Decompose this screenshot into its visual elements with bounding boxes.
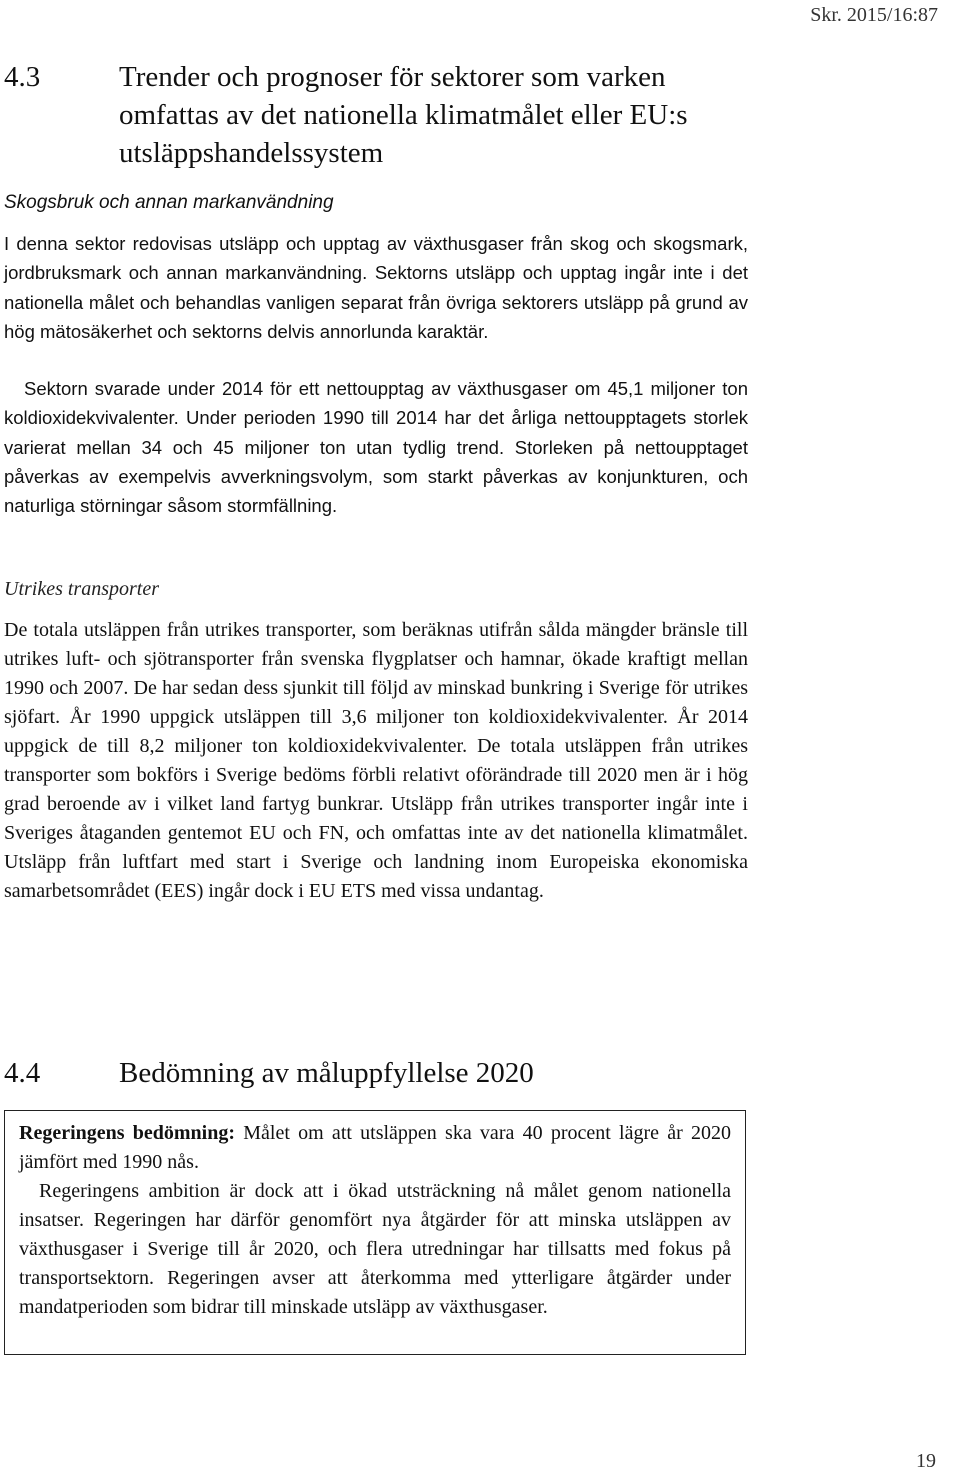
section-heading-4-4: [4, 1054, 759, 1092]
section-number: 4.3: [4, 61, 41, 93]
page-number: 19: [916, 1450, 936, 1472]
document-reference: Skr. 2015/16:87: [810, 4, 938, 26]
subheading-skogsbruk: Skogsbruk och annan markanvändning: [4, 192, 334, 213]
section-title: Trender och prognoser för sektorer som varken omfattas av det nationella klimatmålet eller EU:s utsläppshandelssystem: [119, 61, 688, 169]
assessment-paragraph-2: Regeringens ambition är dock att i ökad utsträckning nå målet genom nationella insatser. Regeringen har därför genomfört nya åtgärder för att minska utsläppen av växthusgaser i Sverige till år 2020, och flera utredningar har tillsatts med fokus på transportsektorn. Regeringen avser att återkomma med ytterligare åtgärder under mandatperioden som bidrar till minskade utsläpp av växthusgaser.: [19, 1180, 731, 1318]
assessment-paragraph-1: [19, 1119, 731, 1177]
paragraph-skogsbruk-2: Sektorn svarade under 2014 för ett nettoupptag av växthusgaser om 45,1 miljoner ton koldioxidekvivalenter. Under perioden 1990 till 2014 har det årliga nettoupptagets storlek varierat mellan 34 och 45 miljoner ton utan tydlig trend. Storleken på nettoupptaget påverkas av exempelvis avverkningsvolym, som starkt påverkas av konjunkturen, och naturliga störningar såsom stormfällning.: [4, 378, 748, 517]
assessment-text: Målet om att utsläppen ska vara 40 procent lägre år 2020 jämfört med 1990 nås.: [19, 1122, 731, 1173]
assessment-box: [4, 1110, 746, 1355]
paragraph-skogsbruk-1: I denna sektor redovisas utsläpp och upptag av växthusgaser från skog och skogsmark, jordbruksmark och annan markanvändning. Sektorns utsläpp och upptag ingår inte i det nationella målet och behandlas vanligen separat från övriga sektorers utsläpp på grund av hög mätosäkerhet och sektorns delvis annorlunda karaktär.: [4, 233, 748, 342]
section-number: 4.4: [4, 1057, 41, 1089]
section-heading-4-3: [4, 58, 759, 172]
subheading-utrikes-transporter: Utrikes transporter: [4, 578, 159, 600]
paragraph-utrikes-transporter: De totala utsläppen från utrikes transporter, som beräknas utifrån sålda mängder bränsle till utrikes luft- och sjötransporter från svenska flygplatser och hamnar, ökade kraftigt mellan 1990 och 2007. De har sedan dess sjunkit till följd av minskad bunkring i Sverige för utrikes sjöfart. År 1990 uppgick utsläppen till 3,6 miljoner ton koldioxidekvivalenter. År 2014 uppgick de till 8,2 miljoner ton koldioxidekvivalenter. De totala utsläppen från utrikes transporter som bokförs i Sverige bedöms förbli relativt oförändrade till 2020 men är i hög grad beroende av i vilket land fartyg bunkrar. Utsläpp från utrikes transporter ingår inte i Sveriges åtaganden gentemot EU och FN, och omfattas inte av det nationella klimatmålet. Utsläpp från luftfart med start i Sverige och landning inom Europeiska ekonomiska samarbetsområdet (EES) ingår dock i EU ETS med vissa undantag.: [4, 619, 748, 902]
assessment-label: Regeringens bedömning:: [19, 1122, 236, 1144]
section-title: Bedömning av måluppfyllelse 2020: [119, 1057, 534, 1089]
